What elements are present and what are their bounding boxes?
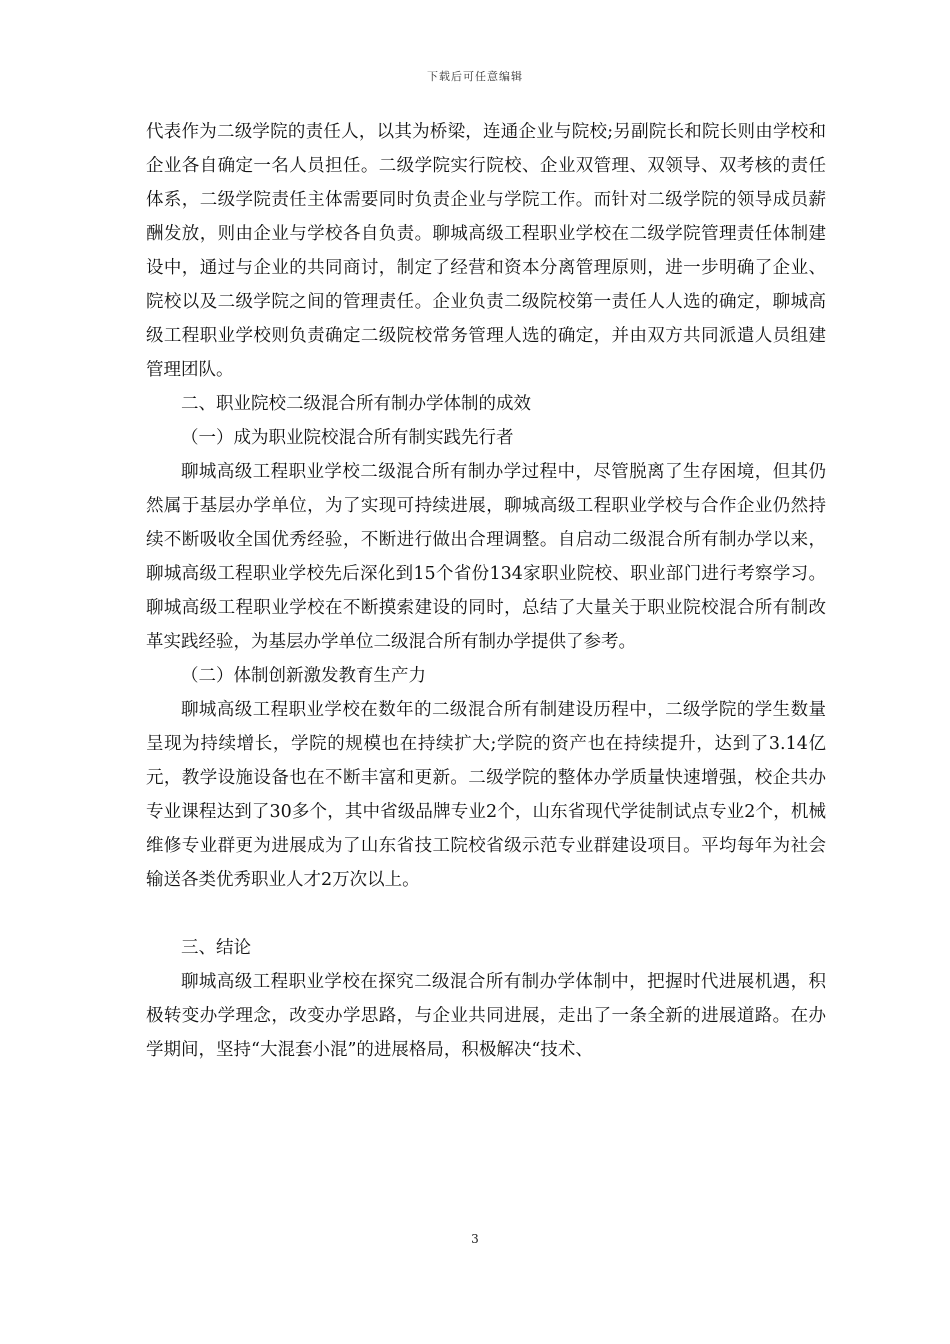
paragraph-continued: 代表作为二级学院的责任人，以其为桥梁，连通企业与院校;另副院长和院长则由学校和企业各自确定一名人员担任。二级学院实行院校、企业双管理、双领导、双考核的责任体系，二级学院责任主体需要同时负责企业与学院工作。而针对二级学院的领导成员薪酬发放，则由企业与学校各自负责。聊城高级工程职业学校在二级学院管理责任体制建设中，通过与企业的共同商讨，制定了经营和资本分离管理原则，进一步明确了企业、院校以及二级学院之间的管理责任。企业负责二级院校第一责任人人选的确定，聊城高级工程职业学校则负责确定二级院校常务管理人选的确定，并由双方共同派遣人员组建管理团队。 bbox=[146, 122, 826, 380]
page-header-note: 下载后可任意编辑 bbox=[427, 70, 523, 83]
section-heading-2: 二、职业院校二级混合所有制办学体制的成效 bbox=[181, 394, 531, 414]
subsection-heading-2: （二）体制创新激发教育生产力 bbox=[181, 666, 426, 686]
document-body bbox=[146, 115, 826, 1067]
subsection-heading-1: （一）成为职业院校混合所有制实践先行者 bbox=[181, 428, 514, 448]
paragraph-pioneer: 聊城高级工程职业学校二级混合所有制办学过程中，尽管脱离了生存困境，但其仍然属于基层办学单位，为了实现可持续进展，聊城高级工程职业学校与合作企业仍然持续不断吸收全国优秀经验，不断进行做出合理调整。自启动二级混合所有制办学以来，聊城高级工程职业学校先后深化到15个省份134家职业院校、职业部门进行考察学习。聊城高级工程职业学校在不断摸索建设的同时，总结了大量关于职业院校混合所有制改革实践经验，为基层办学单位二级混合所有制办学提供了参考。 bbox=[146, 462, 826, 652]
paragraph-productivity: 聊城高级工程职业学校在数年的二级混合所有制建设历程中，二级学院的学生数量呈现为持续增长，学院的规模也在持续扩大;学院的资产也在持续提升，达到了3.14亿元，教学设施设备也在不断丰富和更新。二级学院的整体办学质量快速增强，校企共办专业课程达到了30多个，其中省级品牌专业2个，山东省现代学徒制试点专业2个，机械维修专业群更为进展成为了山东省技工院校省级示范专业群建设项目。平均每年为社会输送各类优秀职业人才2万次以上。 bbox=[146, 700, 826, 890]
paragraph-conclusion: 聊城高级工程职业学校在探究二级混合所有制办学体制中，把握时代进展机遇，积极转变办学理念，改变办学思路，与企业共同进展，走出了一条全新的进展道路。在办学期间，坚持“大混套小混”的进展格局，积极解决“技术、 bbox=[146, 972, 826, 1060]
section-heading-3: 三、结论 bbox=[181, 938, 251, 958]
page-number: 3 bbox=[471, 1232, 479, 1246]
